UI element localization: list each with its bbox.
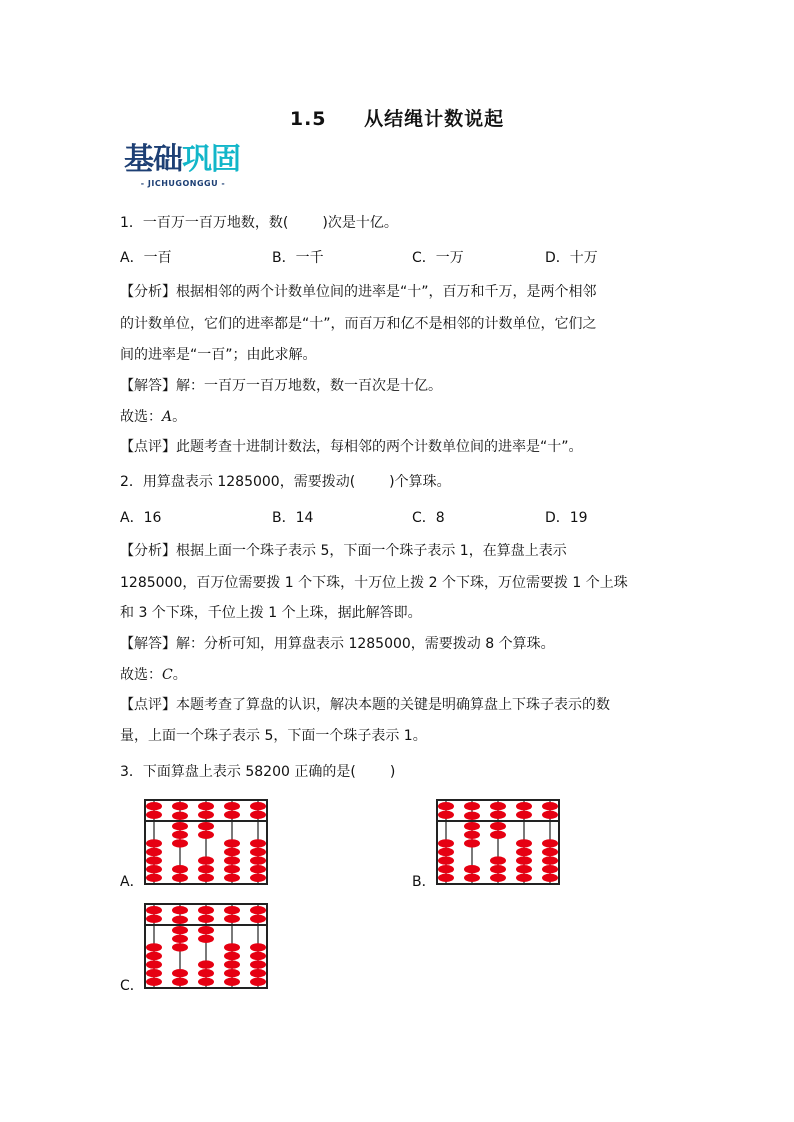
abacus-lower-bead	[490, 865, 506, 873]
q3-option-c-label[interactable]: C．	[120, 978, 144, 994]
q2-stem: 2．用算盘表示 1285000，需要拨动( )个算珠。	[120, 474, 451, 490]
abacus-lower-bead	[146, 952, 162, 960]
abacus-upper-bead	[438, 802, 454, 810]
q2-comment-line-2: 量，上面一个珠子表示 5，下面一个珠子表示 1。	[120, 728, 427, 744]
abacus-lower-bead	[198, 969, 214, 977]
abacus-upper-bead	[224, 915, 240, 923]
abacus-upper-bead	[490, 811, 506, 819]
q3-option-b-label[interactable]: B．	[412, 874, 436, 890]
q3-abacus-a[interactable]	[144, 799, 268, 885]
abacus-lower-bead	[172, 831, 188, 839]
abacus-lower-bead	[146, 874, 162, 882]
abacus-lower-bead	[464, 874, 480, 882]
abacus-lower-bead	[516, 856, 532, 864]
q1-option-a[interactable]: A．一百	[120, 250, 172, 266]
abacus-lower-bead	[438, 839, 454, 847]
abacus-upper-bead	[224, 802, 240, 810]
banner-text-2: 巩固	[182, 142, 240, 177]
abacus-upper-bead	[146, 811, 162, 819]
q2-option-b[interactable]: B．14	[272, 510, 314, 526]
abacus-upper-bead	[198, 811, 214, 819]
abacus-upper-bead	[516, 802, 532, 810]
q2-analysis-line-2: 1285000，百万位需要拨 1 个下珠，十万位上拨 2 个下珠，万位需要拨 1 个上珠	[120, 575, 628, 591]
abacus-lower-bead	[250, 865, 266, 873]
abacus-lower-bead	[250, 839, 266, 847]
abacus-upper-bead	[146, 906, 162, 914]
banner-subtitle: - JICHUGONGGU -	[140, 179, 226, 188]
abacus-lower-bead	[198, 926, 214, 934]
page-title	[0, 104, 794, 131]
q1-answer: A	[162, 409, 173, 425]
abacus-lower-bead	[172, 926, 188, 934]
abacus-lower-bead	[224, 969, 240, 977]
abacus-lower-bead	[464, 831, 480, 839]
q2-option-c[interactable]: C．8	[412, 510, 445, 526]
abacus-lower-bead	[250, 952, 266, 960]
abacus-lower-bead	[464, 865, 480, 873]
abacus-lower-bead	[490, 856, 506, 864]
abacus-upper-bead	[464, 812, 480, 820]
abacus-lower-bead	[146, 960, 162, 968]
q1-analysis-line-3: 间的进率是“一百”；由此求解。	[120, 347, 317, 363]
abacus-lower-bead	[146, 839, 162, 847]
abacus-lower-bead	[224, 839, 240, 847]
abacus-lower-bead	[250, 848, 266, 856]
abacus-lower-bead	[438, 848, 454, 856]
abacus-upper-bead	[146, 802, 162, 810]
abacus-upper-bead	[146, 915, 162, 923]
abacus-lower-bead	[542, 865, 558, 873]
q2-choice: 故选：C。	[120, 667, 187, 683]
abacus-upper-bead	[172, 906, 188, 914]
abacus-lower-bead	[224, 856, 240, 864]
abacus-lower-bead	[198, 935, 214, 943]
abacus-lower-bead	[198, 822, 214, 830]
abacus-upper-bead	[250, 906, 266, 914]
abacus-lower-bead	[490, 831, 506, 839]
abacus-upper-bead	[250, 915, 266, 923]
abacus-lower-bead	[250, 978, 266, 986]
abacus-upper-bead	[438, 811, 454, 819]
abacus-upper-bead	[198, 915, 214, 923]
abacus-lower-bead	[542, 839, 558, 847]
abacus-lower-bead	[224, 874, 240, 882]
abacus-lower-bead	[542, 848, 558, 856]
abacus-lower-bead	[516, 865, 532, 873]
q2-comment-line-1: 【点评】本题考查了算盘的认识，解决本题的关键是明确算盘上下珠子表示的数	[120, 697, 610, 713]
abacus-lower-bead	[172, 943, 188, 951]
abacus-lower-bead	[542, 874, 558, 882]
abacus-lower-bead	[224, 978, 240, 986]
q3-abacus-b[interactable]	[436, 799, 560, 885]
abacus-lower-bead	[250, 960, 266, 968]
q1-analysis-line-1: 【分析】根据相邻的两个计数单位间的进率是“十”，百万和千万，是两个相邻	[120, 284, 597, 300]
abacus-lower-bead	[172, 978, 188, 986]
q3-option-a-label[interactable]: A．	[120, 874, 144, 890]
abacus-lower-bead	[464, 822, 480, 830]
abacus-lower-bead	[464, 839, 480, 847]
section-title: 从结绳计数说起	[364, 108, 505, 130]
abacus-lower-bead	[224, 848, 240, 856]
abacus-upper-bead	[172, 812, 188, 820]
abacus-lower-bead	[250, 969, 266, 977]
q2-solution: 【解答】解：分析可知，用算盘表示 1285000，需要拨动 8 个算珠。	[120, 636, 555, 652]
abacus-lower-bead	[146, 856, 162, 864]
abacus-lower-bead	[172, 822, 188, 830]
abacus-lower-bead	[516, 874, 532, 882]
abacus-lower-bead	[224, 943, 240, 951]
section-banner	[124, 142, 266, 190]
q1-solution: 【解答】解：一百万一百万地数，数一百次是十亿。	[120, 378, 442, 394]
abacus-upper-bead	[464, 802, 480, 810]
abacus-lower-bead	[224, 865, 240, 873]
q1-option-b[interactable]: B．一千	[272, 250, 324, 266]
abacus-lower-bead	[250, 874, 266, 882]
abacus-upper-bead	[198, 906, 214, 914]
abacus-lower-bead	[224, 960, 240, 968]
q2-analysis-line-1: 【分析】根据上面一个珠子表示 5，下面一个珠子表示 1，在算盘上表示	[120, 543, 567, 559]
banner-text-1: 基础	[124, 142, 182, 177]
abacus-lower-bead	[172, 935, 188, 943]
q2-option-a[interactable]: A．16	[120, 510, 162, 526]
q3-stem: 3．下面算盘上表示 58200 正确的是( )	[120, 764, 396, 780]
q1-comment: 【点评】此题考查十进制计数法，每相邻的两个计数单位间的进率是“十”。	[120, 439, 583, 455]
abacus-lower-bead	[490, 874, 506, 882]
q2-answer: C	[162, 667, 173, 683]
abacus-lower-bead	[438, 865, 454, 873]
abacus-upper-bead	[224, 811, 240, 819]
section-number: 1.5	[289, 108, 327, 130]
abacus-lower-bead	[490, 822, 506, 830]
abacus-lower-bead	[172, 969, 188, 977]
abacus-upper-bead	[172, 916, 188, 924]
q1-choice: 故选：A。	[120, 409, 187, 425]
q1-analysis-line-2: 的计数单位，它们的进率都是“十”，而百万和亿不是相邻的计数单位，它们之	[120, 316, 597, 332]
abacus-lower-bead	[542, 856, 558, 864]
abacus-lower-bead	[438, 856, 454, 864]
abacus-lower-bead	[224, 952, 240, 960]
abacus-lower-bead	[198, 865, 214, 873]
q3-abacus-c[interactable]	[144, 903, 268, 989]
abacus-lower-bead	[250, 856, 266, 864]
abacus-upper-bead	[542, 802, 558, 810]
abacus-upper-bead	[172, 802, 188, 810]
abacus-lower-bead	[198, 831, 214, 839]
abacus-lower-bead	[198, 874, 214, 882]
abacus-lower-bead	[146, 865, 162, 873]
abacus-lower-bead	[516, 839, 532, 847]
abacus-lower-bead	[146, 969, 162, 977]
abacus-upper-bead	[250, 802, 266, 810]
q1-option-d[interactable]: D．十万	[545, 250, 598, 266]
abacus-upper-bead	[490, 802, 506, 810]
abacus-lower-bead	[172, 865, 188, 873]
q1-option-c[interactable]: C．一万	[412, 250, 464, 266]
q1-stem: 1．一百万一百万地数，数( )次是十亿。	[120, 215, 398, 231]
abacus-lower-bead	[198, 978, 214, 986]
abacus-upper-bead	[250, 811, 266, 819]
abacus-lower-bead	[198, 856, 214, 864]
abacus-upper-bead	[516, 811, 532, 819]
abacus-lower-bead	[516, 848, 532, 856]
abacus-lower-bead	[146, 978, 162, 986]
abacus-lower-bead	[250, 943, 266, 951]
abacus-lower-bead	[172, 874, 188, 882]
abacus-lower-bead	[198, 960, 214, 968]
abacus-lower-bead	[172, 839, 188, 847]
abacus-upper-bead	[542, 811, 558, 819]
abacus-upper-bead	[224, 906, 240, 914]
abacus-lower-bead	[146, 943, 162, 951]
abacus-lower-bead	[438, 874, 454, 882]
q2-option-d[interactable]: D．19	[545, 510, 588, 526]
abacus-lower-bead	[146, 848, 162, 856]
abacus-upper-bead	[198, 802, 214, 810]
q2-analysis-line-3: 和 3 个下珠，千位上拨 1 个上珠，据此解答即。	[120, 605, 422, 621]
